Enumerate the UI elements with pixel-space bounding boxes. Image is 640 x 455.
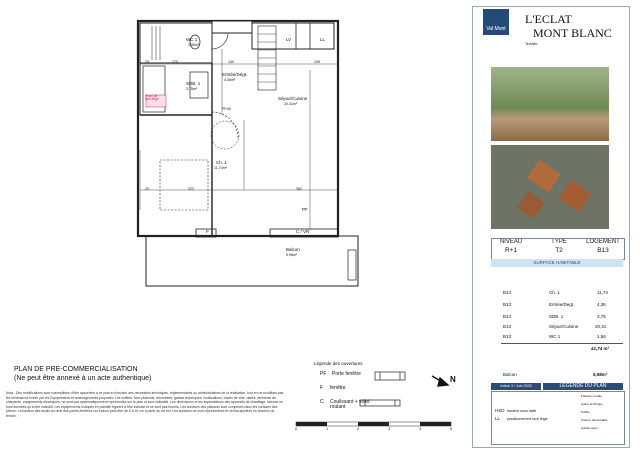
row-area: 20,31 <box>595 324 607 329</box>
scale-1: 1 <box>326 427 328 431</box>
row-lot: B13 <box>503 290 512 295</box>
row-room: Entrée/Degt. <box>549 302 575 307</box>
dim-1: 20 <box>145 60 149 64</box>
scale-5: 5 <box>450 427 452 431</box>
opening-f-text: fenêtre <box>330 385 346 391</box>
val-logement: B13 <box>597 247 609 254</box>
room-sdb-area: 3,75m² <box>186 87 198 91</box>
brand-logo-city: Val Mont <box>486 26 506 32</box>
info-panel <box>472 6 630 448</box>
room-sejour-area: 20,31m² <box>284 102 298 106</box>
room-sejour-name: Séjour/Cuisine <box>278 96 308 101</box>
legend-small-0: Faïence murale <box>581 394 602 398</box>
plan-subtitle: (Ne peut être annexé à un acte authentique) <box>14 375 152 382</box>
brand-logo <box>483 9 509 35</box>
row-room: SDB. 1 <box>549 314 564 319</box>
label-ll: LL <box>320 37 326 42</box>
dim-4: 245 <box>314 60 320 64</box>
disclaimer-text: Nota : Des modifications sont susceptibles d'être apportées à ce plan en fonction des nécessités techniques, réglementaires ou administratives de la réalisation, tout en ne modifiant pas les dimensions fixées par les Équipements et aménagements proposés. Les soffites, faux-plafonds, retombées, gaines techniques, localisations, tracés de vide, dalles, éléments de charpente, équipements électriques, ne sont pas systématiquement représentés sur le plan et sont indicatifs. Les dimensions et les implantations des appareils de chauffage, faïence ne sont données qu'à titre indicatif. Les équipements indiqués en pointillé figurent à titre indicatif et ne sont pas fournis. Les surfaces des placards sont comprises dans les surfaces des pièces. La hauteur des seuils au droit des portes-fenêtres sur balcon peut être de 5 à 20 cm à partir du sol fini. Les surfaces ne sont représentées et seront ajustées en fonction du terrain. <box>6 391 284 418</box>
room-wc-name: WC 1 <box>186 37 198 42</box>
balcon-label: Balcon <box>503 372 517 377</box>
row-lot: B13 <box>503 302 512 307</box>
total-area: 41,74 m² <box>591 346 610 351</box>
dim-7: 362 <box>296 187 302 191</box>
label-f: F <box>206 229 209 234</box>
balcon-value: 5,98m² <box>593 372 608 377</box>
label-lave-linge: Place de lave-linge <box>145 94 159 102</box>
room-balcon-area: 5,98m² <box>286 253 298 257</box>
bed <box>160 160 208 210</box>
scale-2: 2 <box>357 427 359 431</box>
row-lot: B13 <box>503 324 512 329</box>
legend-small-1: Gaine technique <box>581 402 603 406</box>
aerial-map-image <box>491 145 609 229</box>
room-sdb-name: SDB. 1 <box>186 81 201 86</box>
room-ch1-area: 11,74m² <box>214 166 227 170</box>
wc-walls <box>140 23 212 63</box>
legend-hsd-text: hauteur sous dalle <box>507 409 537 413</box>
openings-legend-title: Légende des ouvertures <box>314 361 363 366</box>
opening-f-code: F <box>320 385 324 391</box>
scale-0: 0 <box>295 427 297 431</box>
legend-ll-code: LL <box>495 416 501 421</box>
legend-hsd-code: HSD <box>495 408 505 413</box>
room-wc-area: 1,56m² <box>188 43 200 47</box>
row-area: 4,36 <box>597 302 606 307</box>
room-balcon-name: Balcon <box>286 247 300 252</box>
scale-4: 4 <box>419 427 421 431</box>
legend-title: LEGENDE DU PLAN <box>543 383 623 390</box>
legend-ll-text: positionnement lave linge <box>507 417 548 421</box>
row-lot: B13 <box>503 314 512 319</box>
val-type: T2 <box>555 247 563 254</box>
balcony-rail <box>146 236 358 286</box>
plan-title: PLAN DE PRE-COMMERCIALISATION <box>14 366 138 373</box>
opening-pf-text: Porte fenêtre <box>332 371 361 377</box>
label-cvr: C / VR <box>296 229 310 234</box>
opening-c-text: Coulissant + volet roulant <box>330 399 370 410</box>
row-room: Séjour/Cuisine <box>549 324 579 329</box>
north-label: N <box>450 375 456 384</box>
room-ch1-name: Ch. 1 <box>216 160 227 165</box>
val-niveau: R+1 <box>504 247 518 254</box>
dim-2: 225 <box>172 60 178 64</box>
hdr-logement: LOGEMENT <box>586 239 620 245</box>
dim-5: 20 <box>145 187 149 191</box>
dim-3: 140 <box>228 60 234 64</box>
building-render-image <box>491 67 609 141</box>
title-line2: MONT BLANC <box>533 26 612 40</box>
label-pf: PF <box>302 207 308 212</box>
row-lot: B13 <box>503 334 512 339</box>
scale-3: 3 <box>388 427 390 431</box>
surface-title: SURFACE HABITABLE <box>491 259 623 267</box>
row-area: 1,56 <box>597 334 606 339</box>
opening-c-code: C <box>320 399 324 405</box>
entrance-door-frame <box>212 21 252 33</box>
dim-6: 322 <box>188 187 194 191</box>
row-room: Ch. 1 <box>549 290 560 295</box>
cabinets <box>252 23 334 49</box>
terralto-logo: TerrAlto <box>525 42 538 46</box>
row-area: 3,75 <box>597 314 606 319</box>
hdr-type: TYPE <box>551 239 567 245</box>
label-lv: LV <box>286 37 292 42</box>
row-room: WC 1 <box>549 334 561 339</box>
outer-wall <box>138 21 338 236</box>
legend-small-3: Cloison démontable <box>581 418 608 422</box>
title-line1: L'ECLAT <box>525 12 572 26</box>
opening-pf-code: PF <box>320 371 327 377</box>
dim-8: PF.60 <box>222 107 232 111</box>
room-entree-area: 4,36m² <box>224 78 236 82</box>
row-area: 11,74 <box>597 290 608 295</box>
legend-small-4: Garde-corps <box>581 426 598 430</box>
legend-small-2: Soffite <box>581 410 590 414</box>
indice-label: Indice 3 / Juin 2025 <box>491 383 541 390</box>
room-entree-name: Entrée/Dégt. <box>222 72 248 77</box>
hdr-niveau: NIVEAU <box>499 239 523 245</box>
